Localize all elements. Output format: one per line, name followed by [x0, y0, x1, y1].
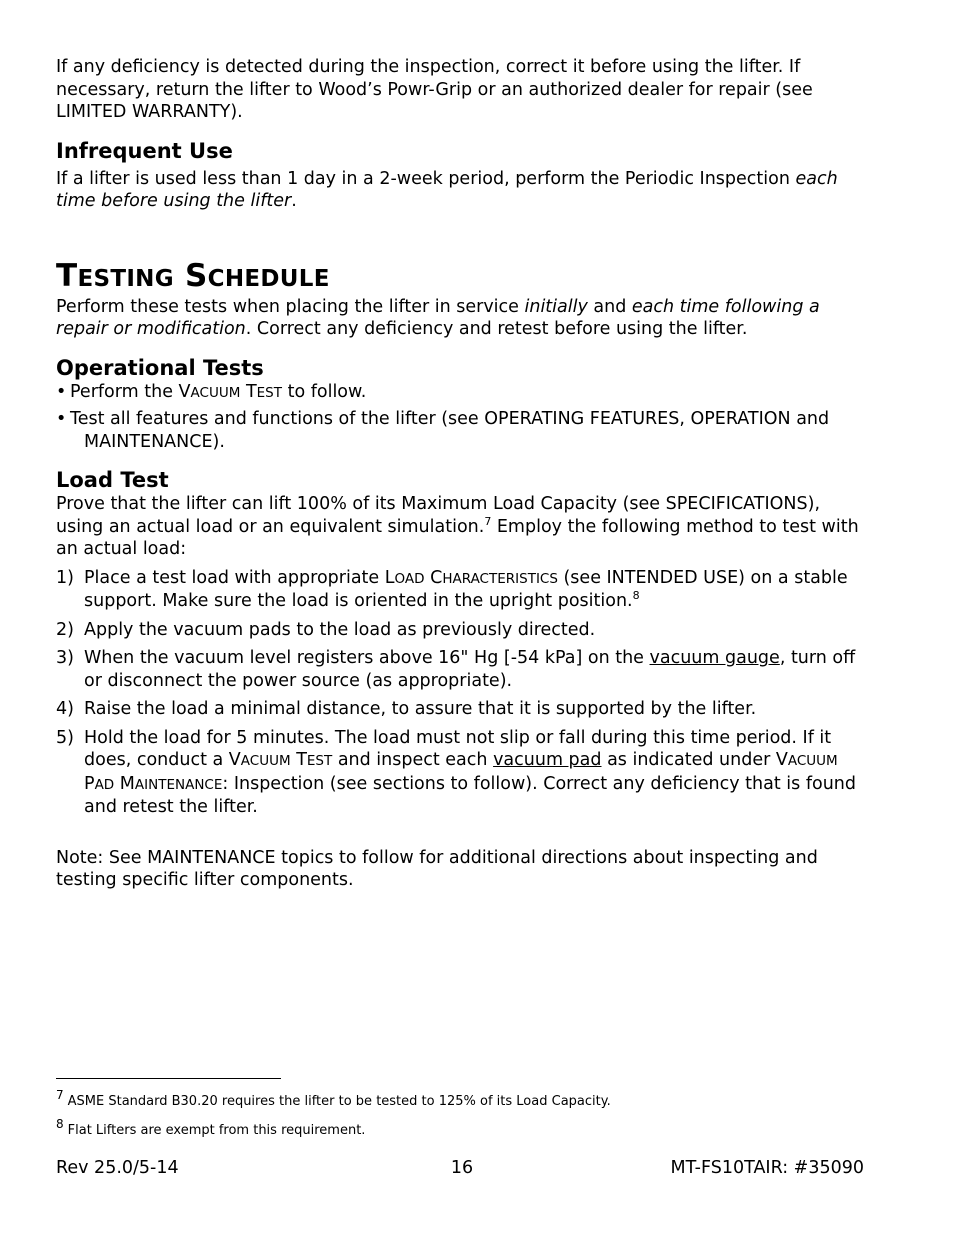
sc-rest: AD	[94, 776, 115, 793]
footnote-number: 7	[56, 1088, 64, 1102]
page-body	[56, 56, 868, 892]
heading-rest-esting: ESTING	[77, 265, 174, 292]
bullet-text	[70, 381, 868, 405]
testing-schedule-heading	[56, 259, 868, 296]
ts-emphasis-repair: each time following a repair or modification	[56, 296, 820, 339]
footnote-text: ASME Standard B30.20 requires the lifter to be tested to 125% of its Load Capacity.	[67, 1094, 611, 1109]
footer-page-number: 16	[450, 1158, 474, 1178]
heading-cap-s: S	[185, 257, 208, 294]
list-item	[56, 647, 868, 692]
ot-item1-a: Perform the	[70, 381, 179, 402]
sc-cap: V	[228, 750, 241, 770]
ts-text-c: . Correct any deficiency and retest before using the lifter.	[245, 319, 748, 339]
sc-cap: L	[384, 567, 395, 588]
sc-rest: HARACTERISTICS	[442, 570, 558, 587]
load-test-paragraph	[56, 493, 868, 561]
ts-text-b: and	[587, 296, 632, 317]
sc-cap: C	[430, 567, 443, 588]
lt-text-b: Employ the following method to test with an actual load:	[56, 516, 859, 559]
note-paragraph: Note: See MAINTENANCE topics to follow for additional directions about inspecting and testing specific lifter components.	[56, 847, 818, 890]
testing-schedule-paragraph	[56, 296, 868, 341]
operational-tests-heading: Operational Tests	[56, 355, 264, 380]
footnote-ref-7: 7	[484, 514, 492, 528]
footnote-7	[56, 1088, 611, 1110]
list-item	[56, 727, 868, 819]
infrequent-use-paragraph	[56, 168, 868, 213]
sc-rest: ACUUM	[190, 384, 241, 401]
step5-d: : Inspection (see sections to follow). Correct any deficiency that is found and retest the lifter.	[84, 773, 856, 817]
bullet-mark: •	[56, 409, 67, 429]
footnote-ref-8: 8	[632, 589, 640, 602]
bullet-item	[56, 408, 868, 453]
ot-item2-line2: MAINTENANCE).	[84, 431, 225, 452]
sc-cap: P	[84, 773, 95, 794]
sc-rest: EST	[306, 753, 333, 769]
infrequent-use-emphasis: each time before using the lifter	[56, 168, 838, 211]
sc-rest: OAD	[394, 570, 425, 587]
bullet-text	[70, 408, 868, 453]
load-test-steps	[56, 567, 868, 819]
sc-cap: V	[775, 750, 788, 770]
intro-paragraph: If any deficiency is detected during the inspection, correct it before using the lifter. If necessary, return the lifter to Wood’s Powr-Grip or an authorized dealer for repair (see LIMITED WARRANTY).	[56, 57, 813, 122]
step-text	[84, 727, 868, 819]
sc-rest: ACUUM	[240, 753, 291, 769]
sc-cap: M	[119, 773, 135, 794]
step-text: Raise the load a minimal distance, to assure that it is supported by the lifter.	[84, 699, 757, 719]
step-number: 4)	[56, 699, 74, 719]
sc-rest: ACUUM	[787, 753, 838, 769]
footer-doc-id: MT-FS10TAIR: #35090	[670, 1158, 864, 1178]
bullet-mark: •	[56, 381, 67, 402]
sc-rest: AINTENANCE	[134, 776, 223, 793]
sc-rest: EST	[256, 384, 283, 401]
footnote-divider	[56, 1078, 281, 1079]
lt-text-a: Prove that the lifter can lift 100% of its Maximum Load Capacity (see SPECIFICATIONS), using an actual load or an equivalent simulation.	[56, 494, 821, 537]
vacuum-pad-link[interactable]: vacuum pad	[493, 750, 602, 770]
step3-b: , turn off or disconnect the power source (as appropriate).	[84, 648, 856, 691]
footnote-8	[56, 1117, 366, 1139]
ot-item1-b: to follow.	[282, 381, 367, 402]
step5-a: Hold the load for 5 minutes. The load must not slip or fall during this time period. If it does, conduct a	[84, 727, 832, 770]
infrequent-use-heading: Infrequent Use	[56, 138, 233, 163]
ts-emphasis-initially: initially	[524, 296, 588, 317]
vacuum-gauge-link[interactable]: vacuum gauge	[649, 648, 780, 668]
step5-b: and inspect each	[332, 750, 494, 770]
footnote-text: Flat Lifters are exempt from this requirement.	[67, 1123, 366, 1138]
list-item	[56, 567, 868, 613]
list-item	[56, 698, 868, 721]
step-text	[84, 567, 868, 613]
heading-cap-t: T	[56, 257, 78, 294]
step-text	[84, 647, 868, 692]
infrequent-use-text-a: If a lifter is used less than 1 day in a 2-week period, perform the Periodic Inspection	[56, 168, 796, 189]
footer-revision: Rev 25.0/5-14	[56, 1158, 179, 1178]
sc-cap: T	[296, 750, 307, 770]
step-number: 2)	[56, 619, 74, 640]
heading-rest-chedule: CHEDULE	[207, 265, 330, 292]
infrequent-use-text-b: .	[291, 191, 297, 211]
step5-c: as indicated under	[601, 750, 776, 770]
sc-cap: V	[178, 381, 191, 402]
footnote-number: 8	[56, 1117, 64, 1131]
load-test-heading: Load Test	[56, 468, 169, 492]
list-item	[56, 619, 868, 642]
sc-cap: T	[245, 381, 257, 402]
ot-item2-line1: Test all features and functions of the lifter (see OPERATING FEATURES, OPERATION and	[70, 409, 830, 429]
step-text: Apply the vacuum pads to the load as previously directed.	[84, 619, 596, 640]
step-number: 3)	[56, 648, 74, 668]
step-number: 5)	[56, 727, 74, 748]
bullet-item	[56, 381, 868, 405]
step1-b: (see INTENDED USE) on a stable support. Make sure the load is oriented in the upright position.	[84, 567, 848, 611]
step-number: 1)	[56, 567, 74, 588]
step1-a: Place a test load with appropriate	[84, 567, 385, 588]
step3-a: When the vacuum level registers above 16" Hg [-54 kPa] on the	[84, 648, 650, 668]
ts-text-a: Perform these tests when placing the lifter in service	[56, 296, 525, 317]
